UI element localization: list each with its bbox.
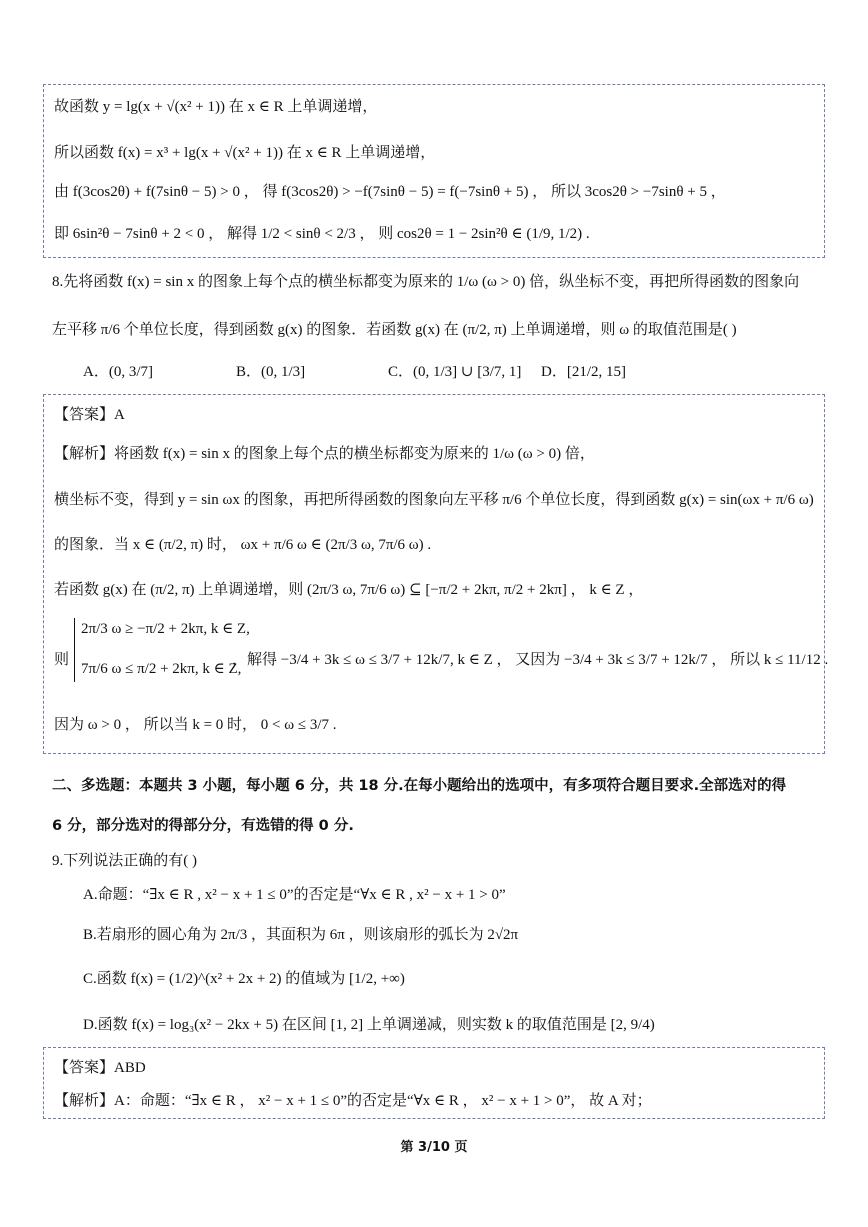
question-8-line-1: 8.先将函数 f(x) = sin x 的图象上每个点的横坐标都变为原来的 1/ω (ω > 0) 倍，纵坐标不变，再把所得函数的图象向 (52, 274, 800, 290)
option-c: C．(0, 1/3] ∪ [3/7, 1] (388, 364, 522, 380)
option-d: D．[21/2, 15] (541, 364, 627, 380)
analysis-q8-line-6: 因为 ω > 0 ， 所以当 k = 0 时， 0 < ω ≤ 3/7 . (54, 717, 337, 733)
option-b: B．(0, 1/3] (236, 364, 306, 380)
q9-option-c: C.函数 f(x) = (1/2)^(x² + 2x + 2) 的值域为 [1/2, +∞) (83, 971, 405, 987)
section-2-heading-line-2: 6 分，部分选对的得部分分，有选错的得 0 分. (52, 818, 354, 834)
question-9-stem: 9.下列说法正确的有( ) (52, 853, 197, 869)
q9-option-a: A.命题：“∃x ∈ R , x² − x + 1 ≤ 0”的否定是“∀x ∈ R , x² − x + 1 > 0” (83, 887, 506, 903)
option-a: A．(0, 3/7] (83, 364, 154, 380)
answer-q9: 【答案】ABD (54, 1060, 146, 1076)
solution-line-4: 即 6sin²θ − 7sinθ + 2 < 0 ， 解得 1/2 < sinθ < 2/3 ， 则 cos2θ = 1 − 2sin²θ ∈ (1/9, 1/2) . (54, 226, 590, 242)
solution-line-1: 故函数 y = lg(x + √(x² + 1)) 在 x ∈ R 上单调递增， (54, 99, 378, 115)
analysis-q8-line-2: 横坐标不变，得到 y = sin ωx 的图象，再把所得函数的图象向左平移 π/6 个单位长度，得到函数 g(x) = sin(ωx + π/6 ω) (54, 492, 814, 508)
analysis-q8-line-1: 【解析】将函数 f(x) = sin x 的图象上每个点的横坐标都变为原来的 1/ω (ω > 0) 倍， (54, 446, 595, 462)
solution-line-3: 由 f(3cos2θ) + f(7sinθ − 5) > 0 ， 得 f(3cos2θ) > −f(7sinθ − 5) = f(−7sinθ + 5) ， 所以 3cos2θ > −7sinθ + 5 ， (54, 184, 726, 200)
q9-option-d: D.函数 f(x) = log₃(x² − 2kx + 5) 在区间 [1, 2] 上单调递减，则实数 k 的取值范围是 [2, 9/4) (83, 1017, 655, 1033)
analysis-q8-then: 则 (54, 652, 70, 668)
solution-line-2: 所以函数 f(x) = x³ + lg(x + √(x² + 1)) 在 x ∈ R 上单调递增， (54, 145, 436, 161)
analysis-q8-line-5: ，解得 −3/4 + 3k ≤ ω ≤ 3/7 + 12k/7, k ∈ Z ， 又因为 −3/4 + 3k ≤ 3/7 + 12k/7 ， 所以 k ≤ 11/12 . (232, 652, 829, 668)
page-number: 第 3/10 页 (400, 1140, 468, 1155)
question-8-line-2: 左平移 π/6 个单位长度，得到函数 g(x) 的图象．若函数 g(x) 在 (π/2, π) 上单调递增，则 ω 的取值范围是( ) (52, 322, 737, 338)
analysis-q9-line-1: 【解析】A：命题：“∃x ∈ R ， x² − x + 1 ≤ 0”的否定是“∀x ∈ R ， x² − x + 1 > 0”， 故 A 对； (54, 1093, 652, 1109)
inequality-1: 2π/3 ω ≥ −π/2 + 2kπ, k ∈ Z, (81, 621, 250, 637)
answer-q8: 【答案】A (54, 407, 125, 423)
analysis-q8-line-4: 若函数 g(x) 在 (π/2, π) 上单调递增，则 (2π/3 ω, 7π/6 ω) ⊆ [−π/2 + 2kπ, π/2 + 2kπ] ， k ∈ Z ， (54, 582, 644, 598)
section-2-heading-line-1: 二、多选题：本题共 3 小题，每小题 6 分，共 18 分.在每小题给出的选项中，有多项符合题目要求.全部选对的得 (52, 778, 787, 794)
inequality-system (74, 618, 250, 682)
analysis-q8-line-3: 的图象．当 x ∈ (π/2, π) 时， ωx + π/6 ω ∈ (2π/3 ω, 7π/6 ω) . (54, 537, 432, 553)
inequality-2: 7π/6 ω ≤ π/2 + 2kπ, k ∈ Z, (81, 661, 242, 677)
q9-option-b: B.若扇形的圆心角为 2π/3 ，其面积为 6π ，则该扇形的弧长为 2√2π (83, 927, 519, 943)
